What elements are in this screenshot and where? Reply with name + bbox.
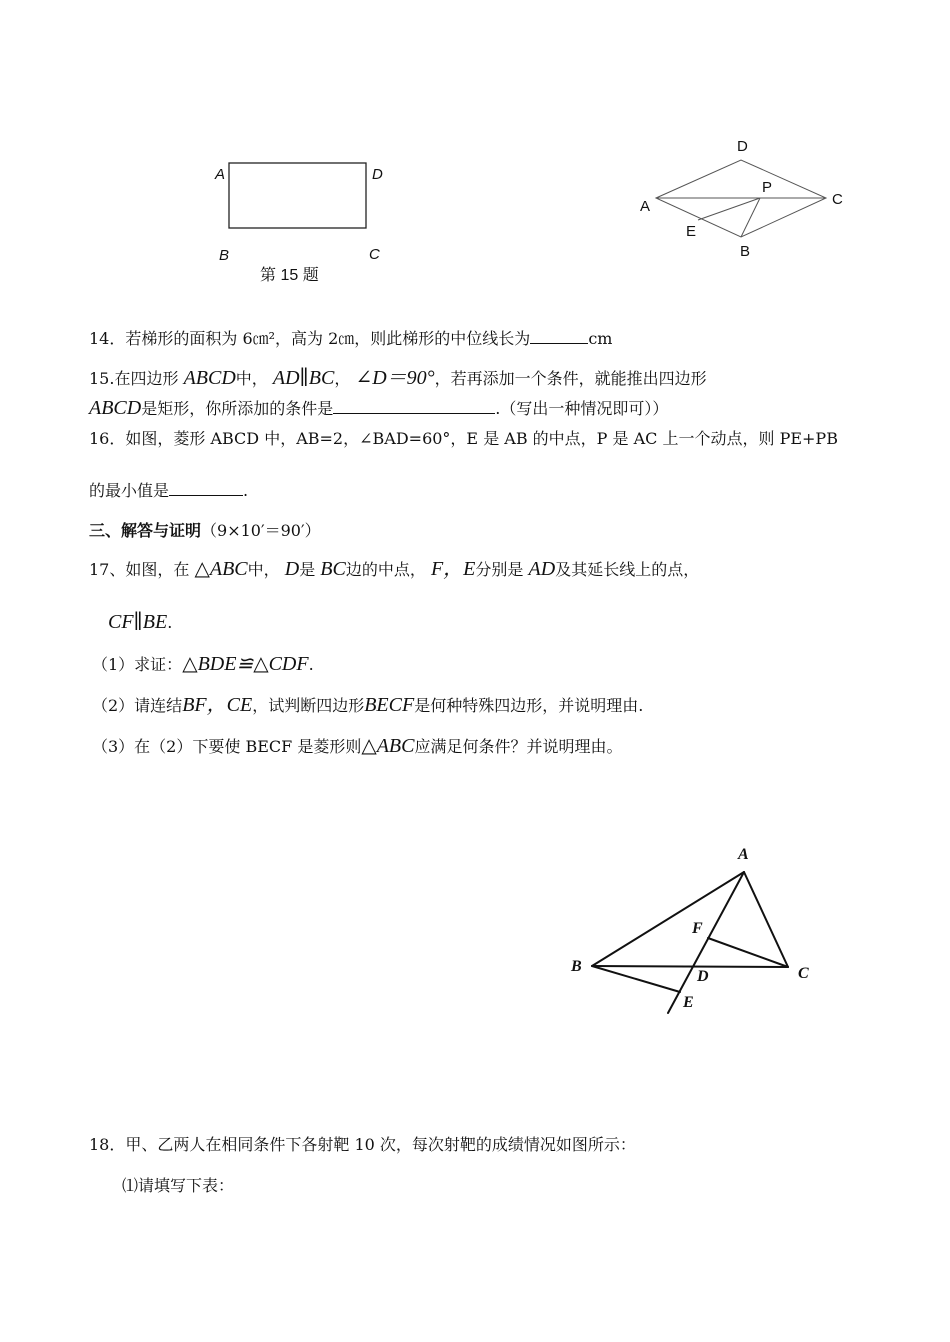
answer-blank: [530, 327, 588, 344]
question-16-line-1: 16．如图，菱形 ABCD 中，AB=2，∠BAD=60°，E 是 AB 的中点，P 是 AC 上一个动点，则 PE+PB: [89, 429, 838, 448]
text: 的最小值是: [89, 481, 170, 500]
text: .: [308, 655, 314, 674]
math-ad-parallel-bc: AD∥BC: [272, 367, 335, 389]
question-14-text: 14．若梯形的面积为 6㎝²，高为 2㎝，则此梯形的中位线长为: [89, 329, 531, 348]
math-triangle-abc: △ABC: [361, 735, 415, 757]
text: .: [243, 481, 249, 500]
label-b: B: [740, 243, 751, 260]
figure-caption: 第 15 题: [260, 267, 319, 284]
math-abcd: ABCD: [89, 397, 142, 419]
text: 应满足何条件？并说明理由。: [414, 737, 623, 756]
label-d: D: [737, 138, 748, 155]
question-number: 15.: [89, 369, 115, 388]
question-16-line-2: [89, 479, 248, 502]
label-e: E: [686, 223, 697, 240]
label-c: C: [798, 965, 809, 982]
math-bc: BC: [320, 558, 346, 580]
text: 17、如图，在: [89, 560, 190, 579]
rectangle-abcd: [229, 163, 366, 228]
label-c: C: [369, 246, 380, 263]
math-ad: AD: [528, 558, 556, 580]
text: 是: [299, 560, 316, 579]
math-angle-d: ∠D＝90°: [355, 367, 435, 389]
question-17-part-3: [92, 735, 623, 758]
question-17-line-1: [89, 558, 699, 581]
text: 分别是: [475, 560, 524, 579]
text: 在四边形: [114, 369, 179, 388]
label-a: A: [215, 166, 226, 183]
text: 中，: [247, 560, 280, 579]
text: 是何种特殊四边形，并说明理由.: [414, 696, 644, 715]
text: .: [167, 613, 173, 632]
text: 是矩形，你所添加的条件是: [141, 399, 334, 418]
math-congruence: △BDE≌△CDF: [182, 653, 309, 675]
label-b: B: [219, 247, 230, 264]
unit-text: cm: [588, 329, 613, 348]
label-p: P: [762, 179, 773, 196]
question-17-part-1: [92, 653, 314, 676]
text: ，: [334, 369, 351, 388]
math-d: D: [284, 558, 300, 580]
text: .（写出一种情况即可））: [495, 399, 669, 418]
answer-blank: [169, 479, 243, 496]
text: ，试判断四边形: [252, 696, 365, 715]
section-title: 三、解答与证明: [89, 521, 202, 540]
math-f-e: F，E: [430, 558, 476, 580]
text: （2）请连结: [92, 696, 183, 715]
label-f: F: [692, 920, 703, 937]
label-a: A: [640, 198, 651, 215]
side-bc: [592, 966, 788, 967]
math-abcd: ABCD: [183, 367, 236, 389]
text: （3）在（2）下要使 BECF 是菱形则: [92, 737, 362, 756]
rectangle-figure: [215, 150, 395, 250]
rhombus-figure: [640, 140, 840, 260]
label-e: E: [683, 994, 694, 1011]
question-18-part-1: ⑴请填写下表：: [122, 1176, 235, 1195]
math-becf: BECF: [364, 694, 415, 716]
text: 及其延长线上的点，: [555, 560, 700, 579]
question-18: 18．甲、乙两人在相同条件下各射靶 10 次，每次射靶的成绩情况如图所示：: [89, 1135, 636, 1154]
math-triangle-abc: △ABC: [194, 558, 248, 580]
question-17-line-2: [108, 611, 172, 634]
segment-be: [592, 966, 680, 992]
question-15-line-2: [89, 397, 668, 420]
question-14: [89, 327, 612, 350]
section-3-header: [89, 520, 321, 542]
text: 边的中点，: [345, 560, 426, 579]
answer-blank: [333, 397, 495, 414]
label-c: C: [832, 191, 843, 208]
question-15-line-1: [89, 367, 707, 390]
label-b: B: [571, 958, 582, 975]
text: 中，: [235, 369, 268, 388]
text: ，若再添加一个条件，就能推出四边形: [434, 369, 707, 388]
label-a: A: [738, 846, 749, 863]
side-ab: [592, 872, 744, 966]
text: （1）求证：: [92, 655, 183, 674]
math-cf-parallel-be: CF∥BE: [108, 611, 168, 633]
math-bf-ce: BF，CE: [182, 694, 253, 716]
question-17-part-2: [92, 694, 643, 717]
section-score: （9×10′＝90′）: [201, 521, 321, 540]
label-d: D: [697, 968, 709, 985]
label-d: D: [372, 166, 383, 183]
